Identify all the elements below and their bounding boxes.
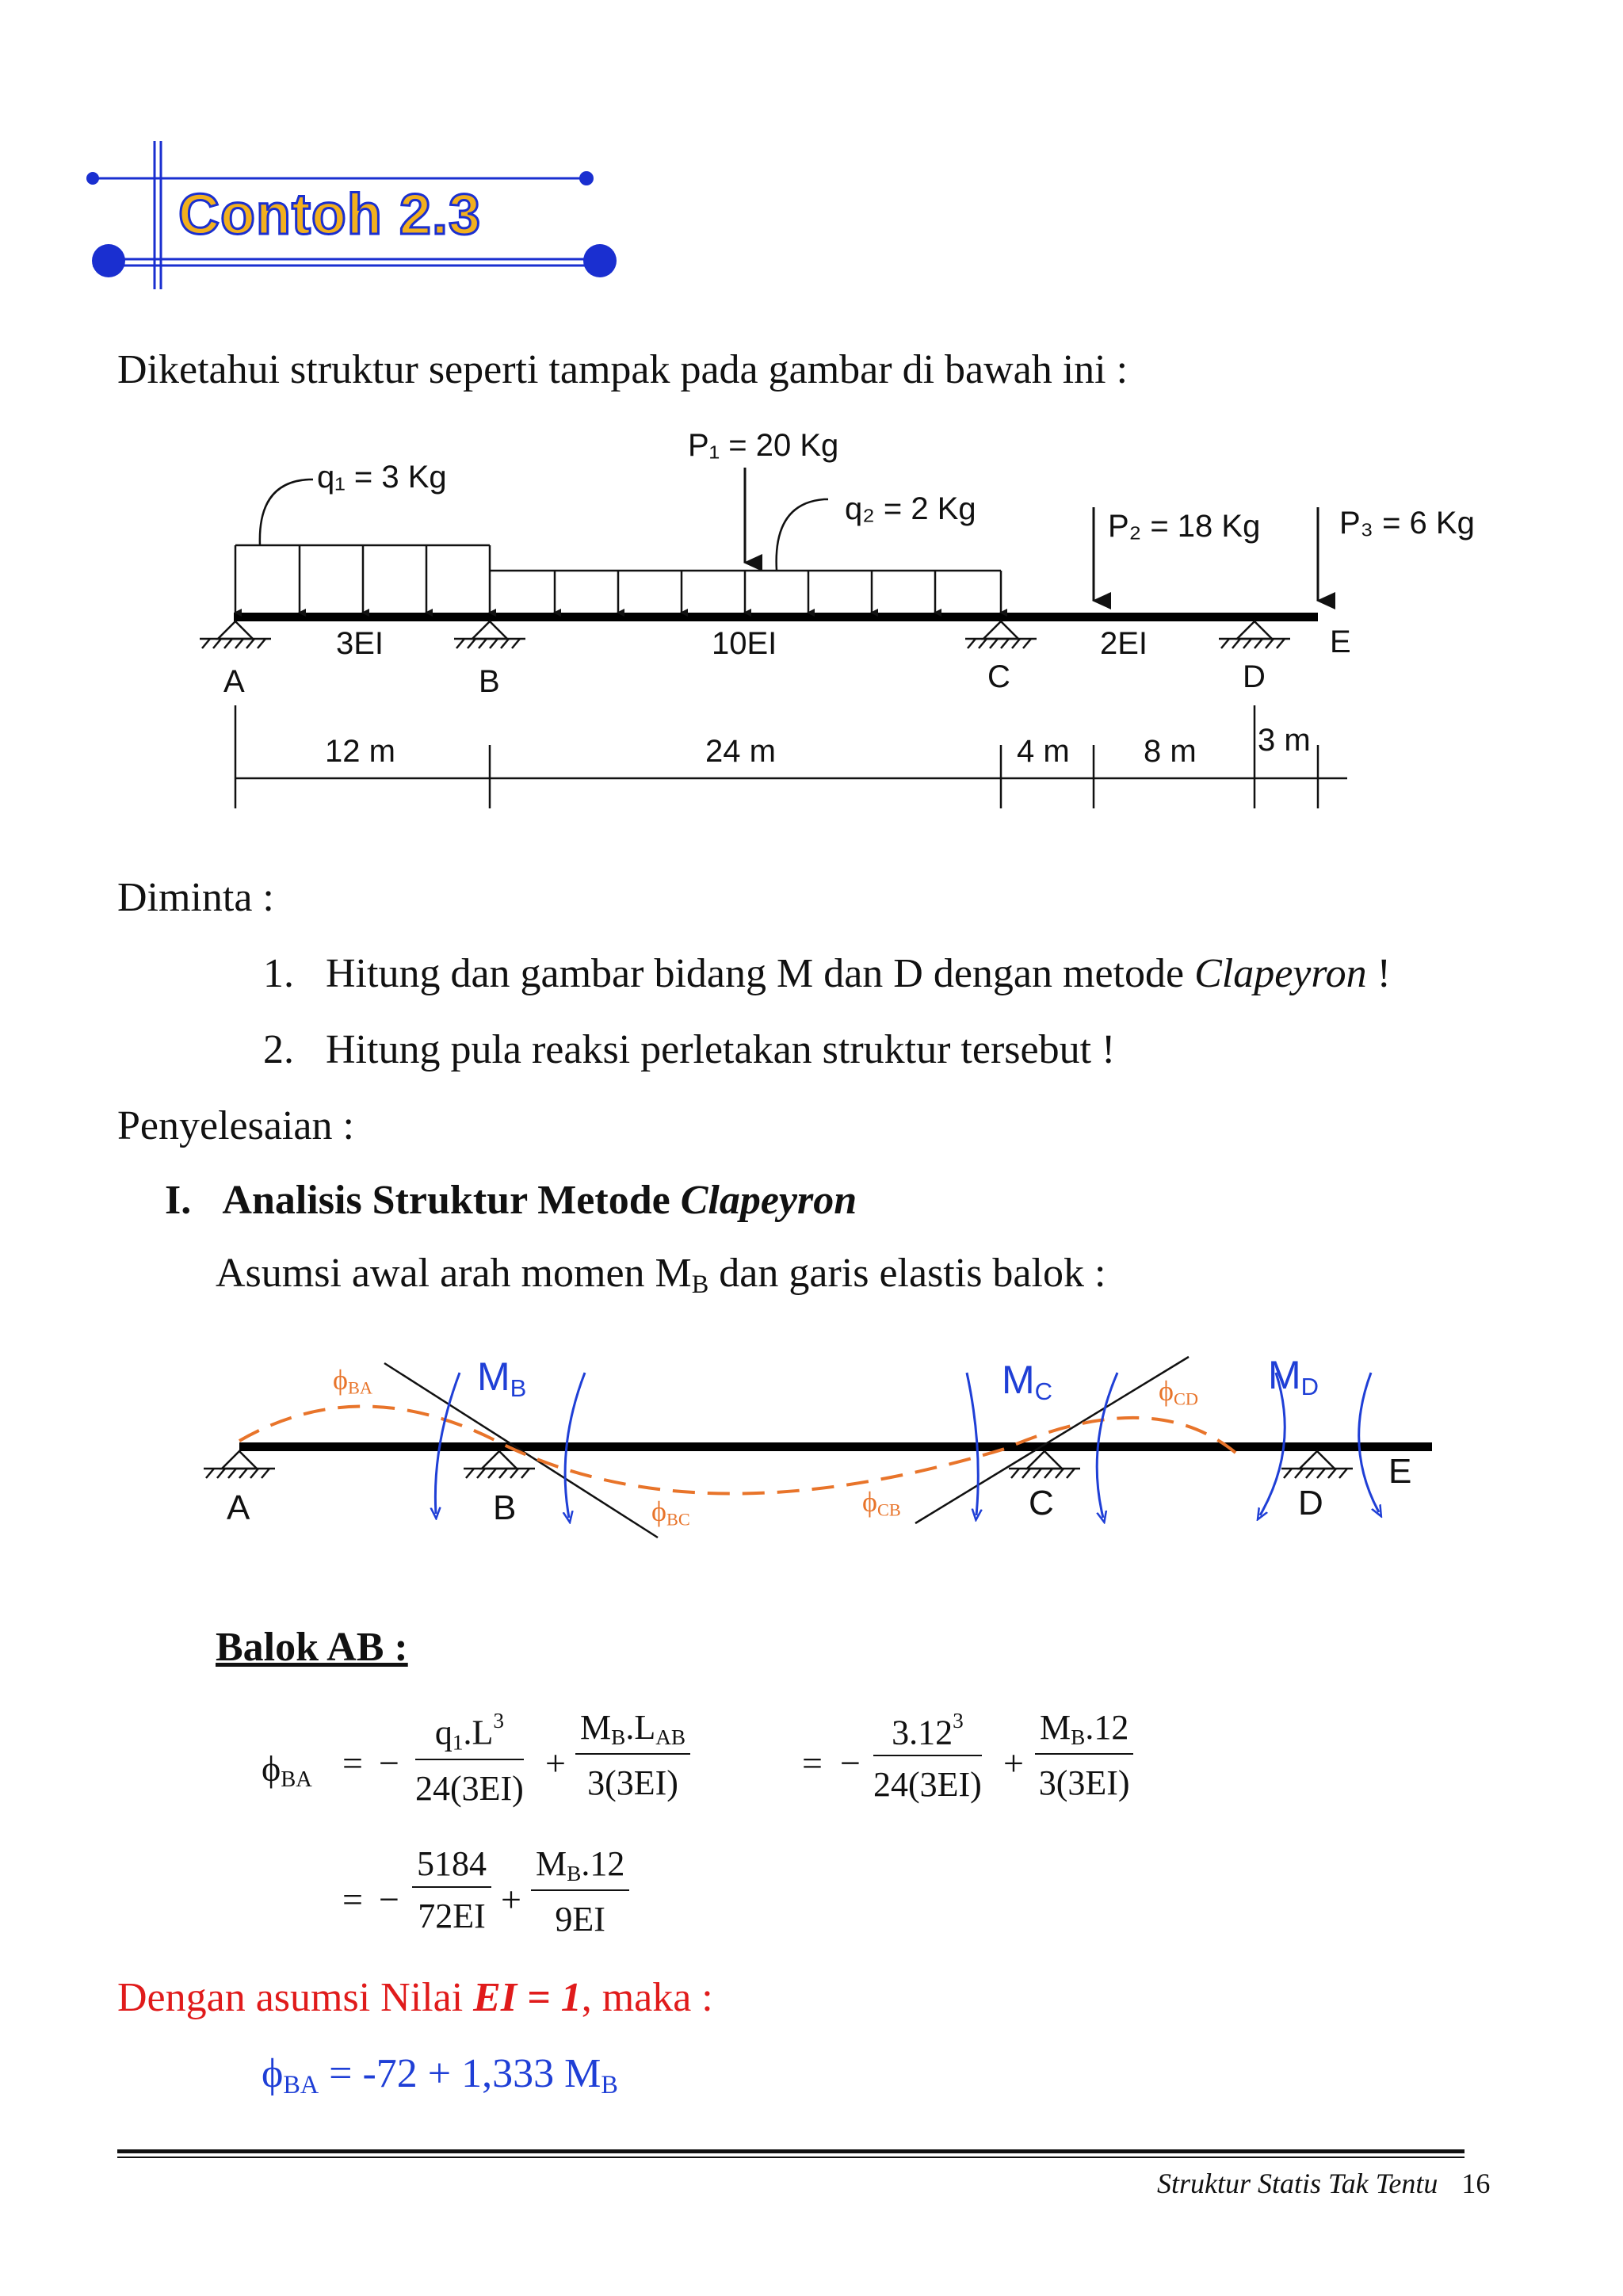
q1-label: q₁ = 3 Kg — [317, 460, 447, 495]
p3-label: P₃ = 6 Kg — [1339, 506, 1475, 541]
footer-title: Struktur Statis Tak Tentu — [1157, 2168, 1438, 2199]
f2-m: M — [580, 1708, 612, 1747]
diminta-item-1-text: Hitung dan gambar bidang M dan D dengan metode — [326, 951, 1195, 996]
angle-cb-sub: CB — [876, 1499, 901, 1520]
f5-den: 72EI — [418, 1897, 486, 1935]
minus-3: − — [379, 1879, 399, 1920]
plus-3: + — [501, 1879, 521, 1920]
result-phi-sub: BA — [283, 2070, 319, 2099]
fraction-mb-12-9ei — [531, 1844, 629, 1939]
p1-label: P₁ = 20 Kg — [688, 428, 839, 463]
f3-num: 3.12 — [892, 1713, 953, 1752]
beam-figure — [182, 420, 1475, 832]
moment-label-d — [1268, 1352, 1319, 1401]
angle-ba-sub: BA — [347, 1377, 372, 1398]
solution-title: Penyelesaian : — [117, 1103, 354, 1148]
moment-c-sub: C — [1034, 1377, 1053, 1405]
intro-text: Diketahui struktur seperti tampak pada gambar di bawah ini : — [117, 347, 1128, 392]
angle-label-bc — [651, 1495, 690, 1530]
free-end-label-e: E — [1330, 625, 1351, 659]
p2-label: P₂ = 18 Kg — [1108, 509, 1261, 544]
dim-de: 3 m — [1258, 723, 1311, 758]
elastic-beam — [239, 1442, 1432, 1451]
fraction-q1l3 — [415, 1710, 524, 1806]
diminta-item-2-text: Hitung pula reaksi perletakan struktur tersebut ! — [326, 1027, 1116, 1072]
angle-label-cd — [1159, 1374, 1198, 1410]
result-rhs: = -72 + 1,333 M — [319, 2051, 601, 2096]
angle-bc-sub: BC — [666, 1509, 690, 1530]
diminta-item-1-italic: Clapeyron — [1194, 951, 1367, 996]
phi-ba-result — [262, 2051, 618, 2099]
dim-p2-d: 8 m — [1144, 734, 1197, 769]
result-rhs-sub: B — [601, 2070, 618, 2099]
support-label-a: A — [223, 664, 245, 699]
ei-assumption — [117, 1975, 713, 2020]
page-number: 16 — [1461, 2168, 1491, 2199]
moment-b-sub: B — [510, 1373, 527, 1402]
elastic-support-d: D — [1298, 1484, 1323, 1522]
section-heading — [165, 1178, 857, 1223]
f2-l-sub: AB — [655, 1725, 686, 1749]
f2-m-sub: B — [611, 1725, 626, 1749]
q1-load — [235, 479, 490, 613]
phi-cb: ϕ — [862, 1486, 877, 1518]
diminta-item-1 — [263, 951, 1391, 996]
f5-num: 5184 — [412, 1847, 491, 1888]
diminta-item-2-number: 2. — [263, 1027, 294, 1072]
section-number: I. — [165, 1178, 192, 1223]
f1-q: q — [434, 1713, 453, 1752]
moment-c-letter: M — [1002, 1358, 1035, 1402]
f4-m-sub: B — [1071, 1725, 1086, 1749]
f6-den: 9EI — [555, 1900, 605, 1939]
phi-cd: ϕ — [1159, 1375, 1174, 1407]
footer-rule — [117, 2149, 1465, 2160]
f4-den: 3(3EI) — [1038, 1763, 1130, 1803]
diminta-title: Diminta : — [117, 875, 274, 920]
ei-assumption-suffix: , maka : — [581, 1975, 713, 2020]
beam — [234, 613, 1318, 621]
f3-sup: 3 — [953, 1709, 964, 1733]
support-label-c: C — [987, 659, 1010, 694]
f6-m-sub: B — [567, 1861, 582, 1885]
f1-q-sub: 1 — [452, 1730, 464, 1755]
f4-12: .12 — [1085, 1708, 1129, 1747]
f1-den: 24(3EI) — [415, 1768, 524, 1808]
f2-l: .L — [625, 1708, 656, 1747]
q2-label: q₂ = 2 Kg — [845, 491, 976, 526]
minus-2: − — [840, 1743, 861, 1783]
eq-sign-3: = — [342, 1879, 363, 1920]
support-label-d: D — [1243, 659, 1266, 694]
angle-label-cb — [862, 1485, 901, 1521]
fraction-mb-lab — [575, 1710, 690, 1801]
eq-sign-2: = — [802, 1743, 823, 1783]
assumption-suffix: dan garis elastis balok : — [708, 1251, 1106, 1296]
phi-ba: ϕ — [333, 1364, 348, 1396]
stiffness-cd: 2EI — [1100, 626, 1148, 661]
phi-bc: ϕ — [651, 1496, 666, 1527]
phi-ba-sub: BA — [281, 1767, 312, 1793]
phi-ba-symbol — [262, 1748, 312, 1793]
minus-1: − — [379, 1743, 399, 1783]
plus-1: + — [545, 1743, 566, 1783]
f6-m: M — [536, 1844, 567, 1883]
diminta-item-1-number: 1. — [263, 951, 294, 996]
angle-label-ba — [333, 1363, 372, 1399]
diminta-item-2 — [263, 1027, 1115, 1072]
diminta-item-1-suffix: ! — [1366, 951, 1391, 996]
moment-d-sub: D — [1300, 1372, 1319, 1400]
f4-m: M — [1040, 1708, 1071, 1747]
stiffness-ab: 3EI — [336, 626, 384, 661]
moment-d-letter: M — [1268, 1353, 1301, 1397]
fraction-5184 — [412, 1844, 491, 1935]
elastic-diagram — [182, 1339, 1450, 1545]
dim-c-p2: 4 m — [1017, 734, 1070, 769]
assumption-text — [216, 1251, 1106, 1299]
section-title-italic: Clapeyron — [680, 1178, 857, 1223]
fraction-mb-12 — [1035, 1710, 1133, 1801]
dim-ab: 12 m — [325, 734, 395, 769]
badge-title: Contoh 2.3 — [178, 183, 481, 246]
stiffness-bc: 10EI — [712, 626, 777, 661]
result-phi: ϕ — [262, 2051, 284, 2096]
moment-b-letter: M — [477, 1354, 510, 1399]
assumption-sub: B — [691, 1270, 709, 1299]
footer — [1157, 2167, 1490, 2200]
support-label-b: B — [479, 664, 500, 699]
f3-den: 24(3EI) — [873, 1765, 982, 1805]
moment-label-c — [1002, 1357, 1052, 1406]
header-badge — [79, 135, 626, 293]
f1-l: .L — [463, 1713, 494, 1752]
fraction-3-12-3 — [873, 1709, 982, 1805]
elastic-support-c: C — [1029, 1484, 1054, 1522]
f1-sup: 3 — [493, 1709, 504, 1733]
assumption-main: Asumsi awal arah momen M — [216, 1251, 692, 1296]
elastic-support-b: B — [493, 1488, 517, 1527]
f6-12: .12 — [581, 1844, 625, 1883]
dim-bc: 24 m — [705, 734, 776, 769]
elastic-supports — [204, 1451, 1353, 1478]
elastic-free-end-e: E — [1388, 1452, 1412, 1491]
elastic-figure — [182, 1339, 1450, 1545]
balok-title: Balok AB : — [216, 1625, 408, 1670]
ei-assumption-emph: EI = 1 — [473, 1975, 582, 2020]
section-title: Analisis Struktur Metode — [222, 1178, 681, 1223]
moment-label-b — [477, 1354, 526, 1403]
phi-symbol: ϕ — [262, 1748, 281, 1789]
angle-cd-sub: CD — [1173, 1389, 1198, 1409]
eq-sign-1: = — [342, 1743, 363, 1783]
elastic-support-a: A — [227, 1488, 250, 1527]
f2-den: 3(3EI) — [587, 1763, 678, 1803]
ei-assumption-text: Dengan asumsi Nilai — [117, 1975, 474, 2020]
plus-2: + — [1003, 1743, 1024, 1783]
